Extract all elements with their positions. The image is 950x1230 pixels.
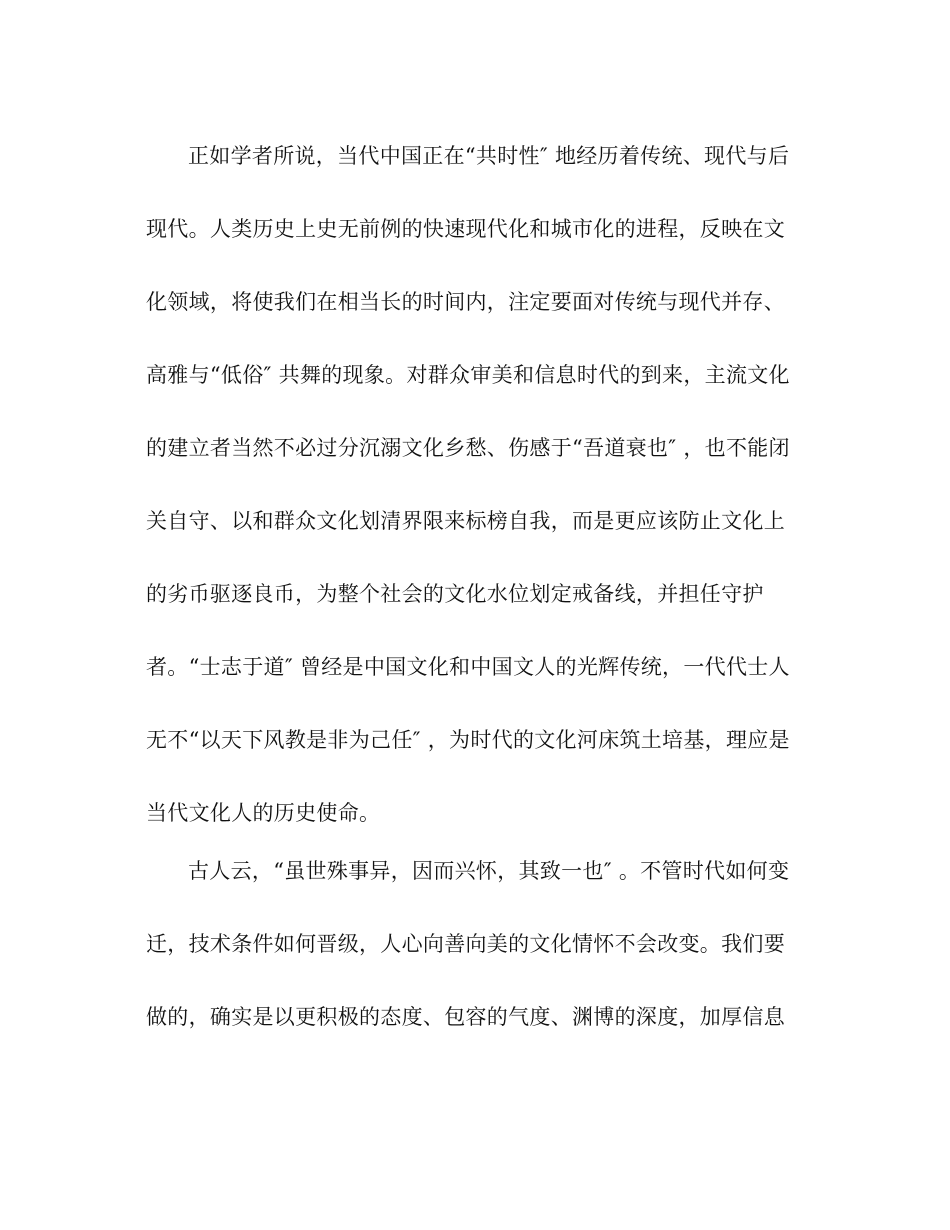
paragraph-line: 无不“以天下风教是非为己任″ ，为时代的文化河床筑土培基，理应是 <box>146 728 790 752</box>
paragraph-line: 正如学者所说，当代中国正在“共时性″ 地经历着传统、现代与后 <box>188 144 790 168</box>
paragraph-line: 迁，技术条件如何晋级，人心向善向美的文化情怀不会改变。我们要 <box>146 932 785 956</box>
paragraph-line: 的劣币驱逐良币，为整个社会的文化水位划定戒备线，并担任守护 <box>146 582 764 606</box>
paragraph-line: 者。“士志于道″ 曾经是中国文化和中国文人的光辉传统，一代代士人 <box>146 655 790 679</box>
paragraph-line: 做的，确实是以更积极的态度、包容的气度、渊博的深度，加厚信息 <box>146 1005 785 1029</box>
paragraph-line: 化领域，将使我们在相当长的时间内，注定要面对传统与现代并存、 <box>146 290 785 314</box>
paragraph-line: 关自守、以和群众文化划清界限来标榜自我，而是更应该防止文化上 <box>146 509 785 533</box>
paragraph-line: 的建立者当然不必过分沉溺文化乡愁、伤感于“吾道衰也″ ，也不能闭 <box>146 436 790 460</box>
paragraph-line: 古人云，“虽世殊事异，因而兴怀，其致一也″ 。不管时代如何变 <box>188 859 790 883</box>
paragraph-line: 当代文化人的历史使命。 <box>146 801 381 825</box>
paragraph-line: 现代。人类历史上史无前例的快速现代化和城市化的进程，反映在文 <box>146 217 785 241</box>
paragraph-line: 高雅与“低俗″ 共舞的现象。对群众审美和信息时代的到来，主流文化 <box>146 363 790 387</box>
